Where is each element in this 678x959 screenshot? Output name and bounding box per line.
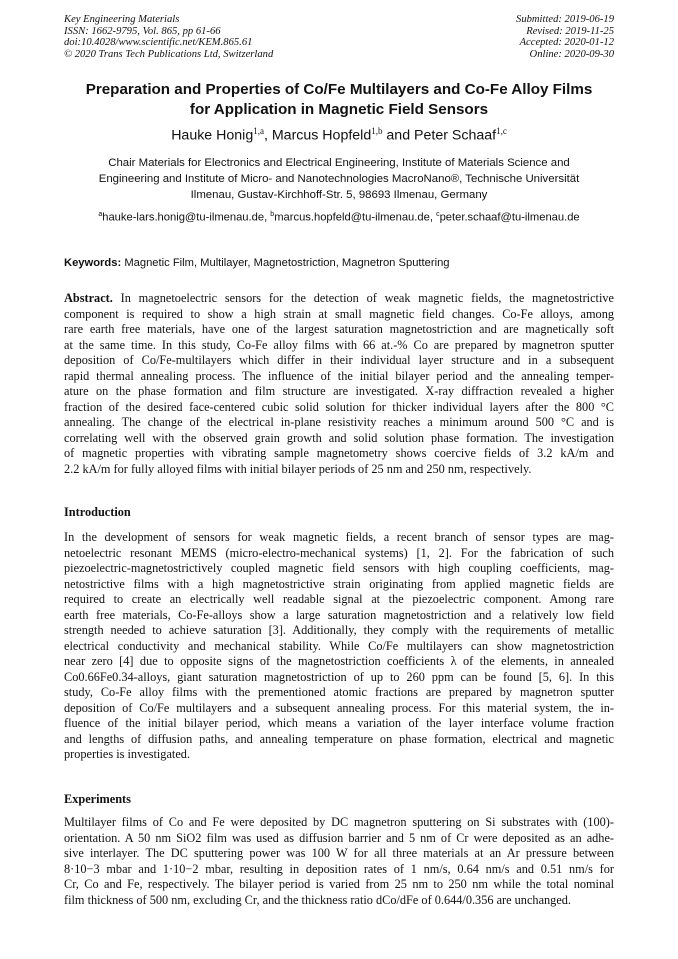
intro-line: In the development of sensors for weak magnetic fields, a recent branch of sensor types are mag- (64, 530, 614, 544)
intro-line: netoelectric resonant MEMS (micro-electro-mechanical systems) [1, 2]. For the fabrication of such (64, 545, 614, 560)
abstract-line: deposition of Co/Fe-multilayers which differ in their individual layer structure and in a subsequent (64, 353, 614, 367)
abstract-line: ature on the phase formation and film structure are investigated. X-ray diffraction revealed a higher (64, 384, 614, 398)
intro-line: and lengths of diffusion paths, and annealing temperature on phase formation, electrical and magnetic (64, 731, 614, 746)
keywords (64, 257, 614, 269)
intro-line: netostrictive films with a high magnetostrictive strain originating from applied magnetic fields are (64, 576, 614, 591)
abstract-line: rapid thermal annealing process. The influence of the initial bilayer period and the annealing temper- (64, 368, 614, 383)
email-sup: a (98, 211, 103, 218)
email-link[interactable]: hauke-lars.honig@tu-ilmenau.de (102, 211, 265, 224)
issn: ISSN: 1662-9795, Vol. 865, pp 61-66 (64, 25, 221, 37)
experiments-line: Cr, Co and Fe, respectively. The bilayer period is varied from 25 nm to 250 nm while the total nominal (64, 877, 614, 891)
email-link[interactable]: marcus.hopfeld@tu-ilmenau.de (274, 211, 430, 224)
author-sup: 1,a (253, 126, 264, 136)
intro-line: deposition of Co/Fe multilayers and a subsequent annealing process. For this material system, the in- (64, 700, 614, 715)
title-line-2: for Application in Magnetic Field Sensors (189, 101, 489, 118)
intro-line: Co0.66Fe0.34-alloys, giant saturation magnetostriction of up to 260 ppm can be found [5, 6]. In this (64, 669, 614, 684)
intro-line: strength needed to achieve saturation [3]. Additionally, they comply with the requirements of metallic (64, 623, 614, 637)
affiliation-line: Engineering and Institute of Micro- and Nanotechnologies MacroNano®, Technische Universität (98, 173, 580, 185)
author-name: Marcus Hopfeld (271, 127, 372, 144)
experiments-line: orientation. A 50 nm SiO2 film was used as diffusion barrier and 5 nm of Cr were deposited as an adhe- (64, 830, 614, 845)
email-sup: b (270, 211, 275, 218)
submitted-date: Submitted: 2019-06-19 (516, 14, 614, 25)
experiments-line: film thickness of 500 nm, excluding Cr, and the thickness ratio dCo/dFe of 0.644/0.356 are unchanged. (64, 892, 572, 907)
paper-title (40, 80, 638, 120)
intro-line: properties is investigated. (64, 747, 191, 761)
publication-info (64, 14, 273, 60)
abstract-line: annealing. The change of the electrical in-plane resistivity reaches a minimum around 500 °C and is (64, 415, 614, 429)
dates-info (516, 14, 614, 60)
abstract-line: at the same time. In this study, Co-Fe alloy films with 66 at.-% Co are prepared by magnetron sputter (64, 337, 614, 352)
author-name: Hauke Honig (171, 127, 254, 144)
intro-line: earth free materials, Co-Fe-alloys show a large saturation magnetostriction and a relatively low field (64, 607, 614, 622)
revised-date: Revised: 2019-11-25 (526, 25, 614, 37)
experiments-line: Multilayer films of Co and Fe were deposited by DC magnetron sputtering on Si substrates with (100)- (64, 815, 614, 829)
abstract-line: of magnetic properties with vibrating sample magnetometry shows coercive fields of 3.2 kA/m and (64, 446, 614, 460)
intro-line: fluence of the initial bilayer period, which means a variation of the layer interface volume fraction (64, 716, 614, 730)
email-sup: c (436, 211, 440, 218)
doi[interactable]: doi:10.4028/www.scientific.net/KEM.865.61 (64, 37, 253, 49)
intro-line: study, Co-Fe alloy films with the prementioned atomic fractions are prepared by magnetron sputter (64, 685, 614, 699)
online-date: Online: 2020-09-30 (529, 48, 614, 60)
author-and: and (382, 127, 415, 144)
affiliation (60, 155, 618, 203)
title-line-1: Preparation and Properties of Co/Fe Multilayers and Co-Fe Alloy Films (85, 81, 593, 98)
intro-line: electrical conductivity and mechanical stability. While Co/Fe multilayers can show magnetostriction (64, 638, 614, 653)
intro-line: required to create an electrically well readable signal at the piezoelectric component. Among rare (64, 592, 614, 606)
intro-line: piezoelectric-magnetostrictively coupled magnetic field sensors with high coupling coefficients, mag- (64, 561, 614, 575)
email-link[interactable]: peter.schaaf@tu-ilmenau.de (439, 211, 580, 224)
keywords-label: Keywords: (64, 257, 122, 269)
section-heading-introduction: Introduction (64, 505, 131, 519)
author-sup: 1,b (371, 126, 383, 136)
abstract-line: 2.2 kA/m for fully alloyed films with initial bilayer periods of 25 nm and 250 nm, respectively. (64, 461, 532, 476)
abstract-line: component is required to show a high strain at small magnetic field changes. Co-Fe alloys, among (64, 306, 614, 321)
affiliation-line: Chair Materials for Electronics and Electrical Engineering, Institute of Materials Science and (108, 157, 570, 169)
abstract-label: Abstract. (64, 291, 113, 305)
author-sup: 1,c (496, 126, 507, 136)
copyright: © 2020 Trans Tech Publications Ltd, Switzerland (64, 48, 274, 60)
abstract-line: correlating well with the observed grain growth and solid solution phase formation. The investigation (64, 430, 614, 445)
abstract-line: Abstract. In magnetoelectric sensors for the detection of weak magnetic fields, the magnetostrictive (64, 291, 614, 305)
abstract (64, 291, 614, 477)
author-list (0, 126, 678, 144)
experiments-line: 8·10−3 mbar and 1·10−2 mbar, resulting in deposition rates of 1 nm/s, 0.64 nm/s and 0.51 nm/s for (64, 861, 614, 876)
accepted-date: Accepted: 2020-01-12 (519, 37, 614, 49)
section-heading-experiments: Experiments (64, 792, 131, 806)
journal-name: Key Engineering Materials (64, 14, 180, 25)
author-separator: , (263, 127, 272, 144)
author-name: Peter Schaaf (414, 127, 497, 144)
experiments-body (64, 815, 614, 908)
experiments-line: sive interlayer. The DC sputtering power was 100 W for all three materials at an Ar pressure between (64, 846, 614, 860)
abstract-line: rare earth free materials, have one of the largest saturation magnetostriction and are magnetically soft (64, 322, 614, 336)
affiliation-line: Ilmenau, Gustav-Kirchhoff-Str. 5, 98693 Ilmenau, Germany (190, 189, 488, 201)
keywords-text: Magnetic Film, Multilayer, Magnetostriction, Magnetron Sputtering (124, 257, 450, 269)
email-list: $^a$hauke-lars.honig@tu-ilmenau.de, $^b$marcus.hopfeld@tu-ilmenau.de, $^c$peter.schaaf@tu-ilmenau.de (98, 211, 580, 224)
intro-line: near zero [4] due to opposite signs of the magnetostriction coefficients λ of the elements, in annealed (64, 654, 614, 668)
abstract-line: fraction of the desired face-centered cubic solid solution for thicker individual layers after the 800 °C (64, 399, 614, 414)
introduction-body (64, 530, 614, 763)
